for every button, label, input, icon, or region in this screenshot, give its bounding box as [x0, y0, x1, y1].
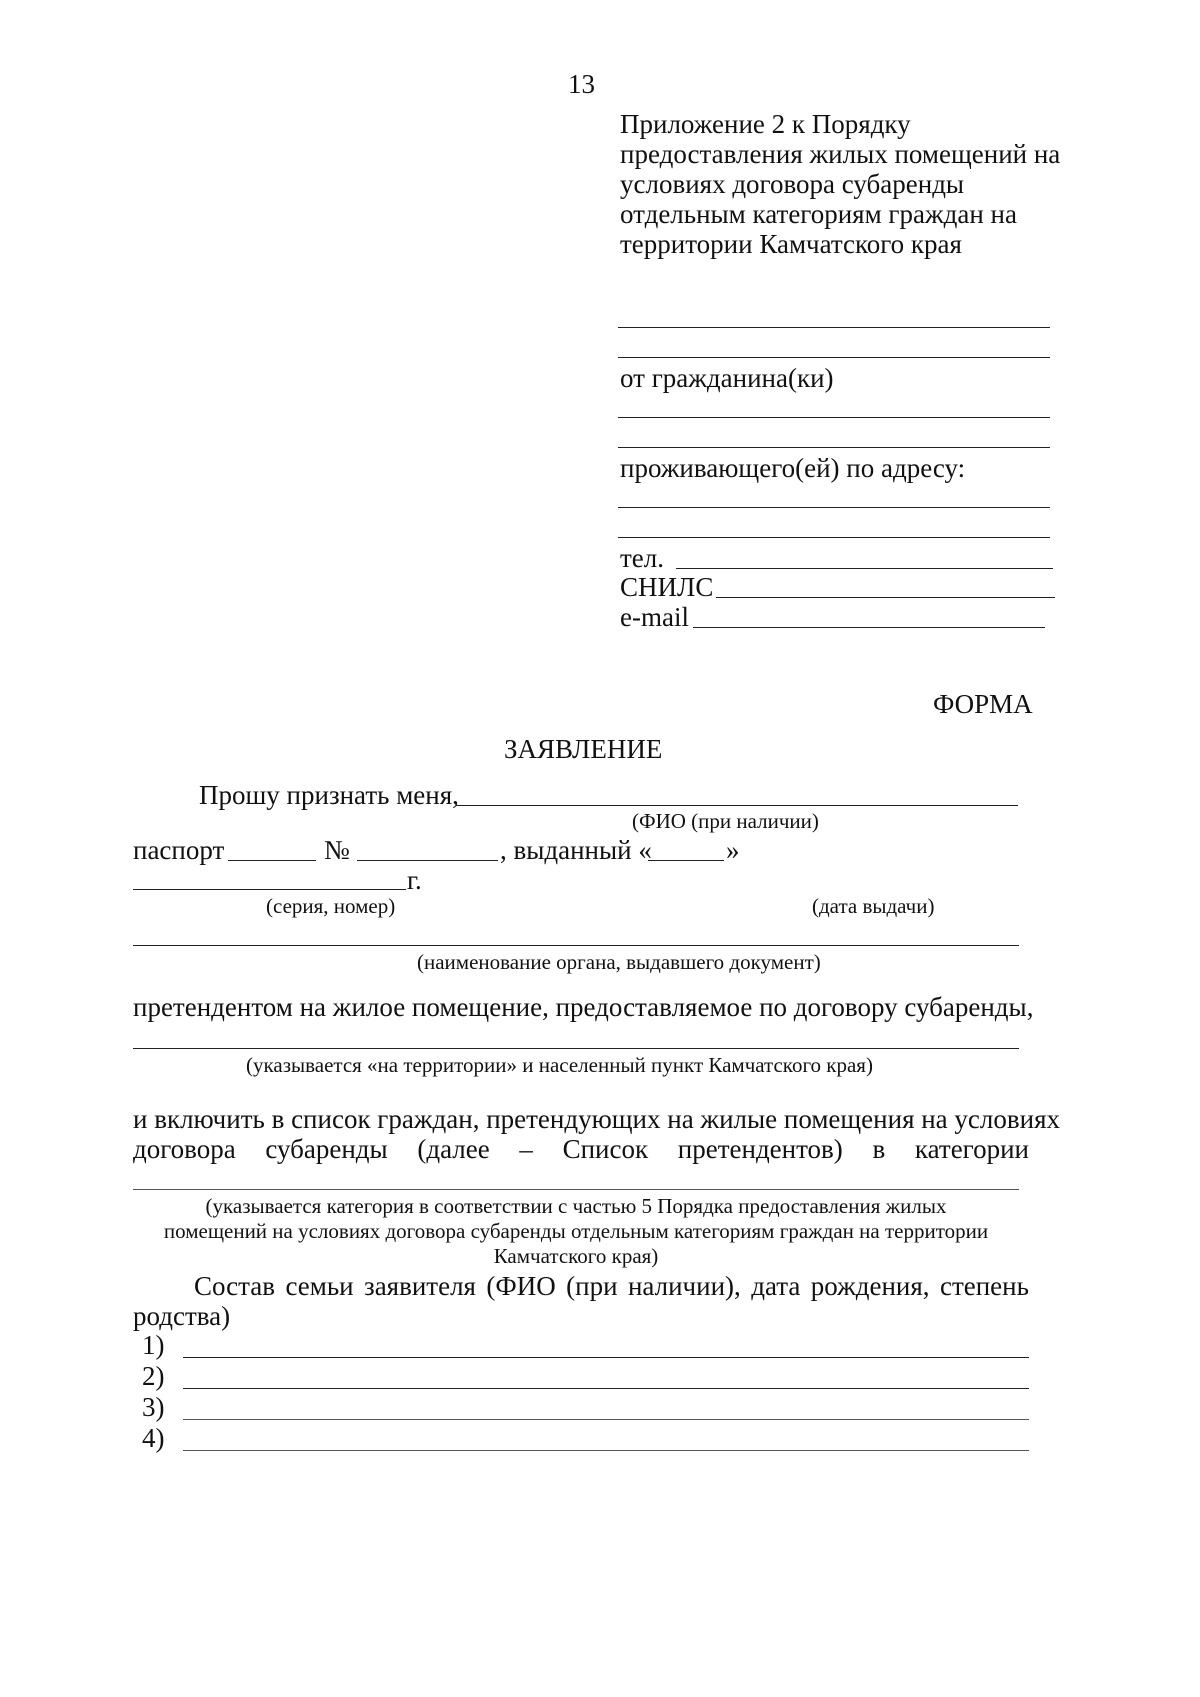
addressee-line[interactable]	[618, 357, 1050, 358]
document-title: ЗАЯВЛЕНИЕ	[504, 734, 663, 764]
series-hint: (серия, номер)	[266, 894, 396, 918]
residing-at-label: проживающего(ей) по адресу:	[620, 453, 966, 483]
appendix-line: территории Камчатского края	[620, 229, 962, 259]
passport-number-field[interactable]	[357, 860, 498, 861]
family-member-field[interactable]	[183, 1419, 1029, 1420]
family-word: рождения,	[810, 1271, 930, 1301]
family-item-number: 2)	[142, 1361, 165, 1391]
family-member-field[interactable]	[183, 1357, 1029, 1358]
category-hint-line: помещений на условиях договора субаренды отдельным категориям граждан на территории	[163, 1219, 989, 1243]
addressee-line[interactable]	[618, 327, 1050, 328]
appendix-line: условиях договора субаренды	[620, 169, 965, 199]
family-word: дата	[751, 1271, 801, 1301]
passport-label: паспорт	[133, 835, 225, 865]
category-hint-line: Камчатского края)	[493, 1244, 659, 1268]
family-member-field[interactable]	[183, 1450, 1029, 1451]
passport-series-field[interactable]	[228, 860, 316, 861]
fio-hint: (ФИО (при наличии)	[632, 809, 819, 833]
snils-label: СНИЛС	[620, 572, 714, 602]
family-word: Состав	[194, 1271, 276, 1301]
form-label: ФОРМА	[933, 689, 1033, 719]
family-text-line1	[194, 1270, 1029, 1302]
territory-field[interactable]	[133, 1048, 1019, 1049]
date-hint: (дата выдачи)	[812, 894, 935, 918]
include-text-line2	[133, 1133, 1029, 1165]
email-label: e-mail	[620, 602, 689, 632]
address-line[interactable]	[618, 537, 1050, 538]
family-member-field[interactable]	[183, 1388, 1029, 1389]
tel-field[interactable]	[676, 568, 1053, 569]
applicant-text: претендентом на жилое помещение, предоставляемое по договору субаренды,	[133, 992, 1034, 1022]
appendix-line: отдельным категориям граждан на	[620, 199, 1017, 229]
issuing-authority-field[interactable]	[133, 945, 1019, 946]
family-word: семьи	[285, 1271, 354, 1301]
issue-date-field[interactable]	[133, 889, 406, 890]
include-word: Список	[562, 1134, 649, 1164]
include-text-line1: и включить в список граждан, претендующих на жилые помещения на условиях	[133, 1104, 1060, 1134]
authority-hint: (наименование органа, выдавшего документ)	[417, 950, 821, 974]
family-word: (ФИО	[486, 1271, 556, 1301]
family-word: (при	[566, 1271, 618, 1301]
family-word: степень	[939, 1271, 1029, 1301]
category-field[interactable]	[133, 1189, 1019, 1190]
include-word: –	[519, 1134, 533, 1164]
issue-day-field[interactable]	[648, 860, 724, 861]
quote-close: »	[726, 835, 740, 865]
from-citizen-label: от гражданина(ки)	[620, 363, 834, 393]
year-suffix: г.	[407, 865, 422, 895]
request-text: Прошу признать меня,	[199, 780, 459, 810]
territory-hint: (указывается «на территории» и населенный пункт Камчатского края)	[246, 1053, 873, 1077]
citizen-name-line[interactable]	[618, 417, 1050, 418]
include-word: (далее	[417, 1134, 490, 1164]
appendix-line: предоставления жилых помещений на	[620, 139, 1061, 169]
family-word: наличии),	[627, 1271, 741, 1301]
category-hint-line: (указывается категория в соответствии с частью 5 Порядка предоставления жилых	[205, 1194, 947, 1218]
issued-label: , выданный «	[500, 835, 652, 865]
family-item-number: 4)	[142, 1423, 165, 1453]
family-item-number: 1)	[142, 1330, 165, 1360]
include-word: договора	[133, 1134, 236, 1164]
include-word: в	[872, 1134, 886, 1164]
address-line[interactable]	[618, 507, 1050, 508]
tel-label: тел.	[620, 543, 665, 573]
fio-field[interactable]	[456, 805, 1018, 806]
family-word: заявителя	[364, 1271, 476, 1301]
page-number: 13	[568, 69, 595, 99]
family-item-number: 3)	[142, 1392, 165, 1422]
include-word: категории	[914, 1134, 1029, 1164]
appendix-line: Приложение 2 к Порядку	[620, 109, 911, 139]
email-field[interactable]	[693, 627, 1045, 628]
family-text-line2: родства)	[133, 1301, 231, 1331]
include-word: претендентов)	[677, 1134, 843, 1164]
include-word: субаренды	[265, 1134, 388, 1164]
citizen-name-line[interactable]	[618, 447, 1050, 448]
snils-field[interactable]	[716, 597, 1055, 598]
number-sign: №	[324, 835, 350, 865]
